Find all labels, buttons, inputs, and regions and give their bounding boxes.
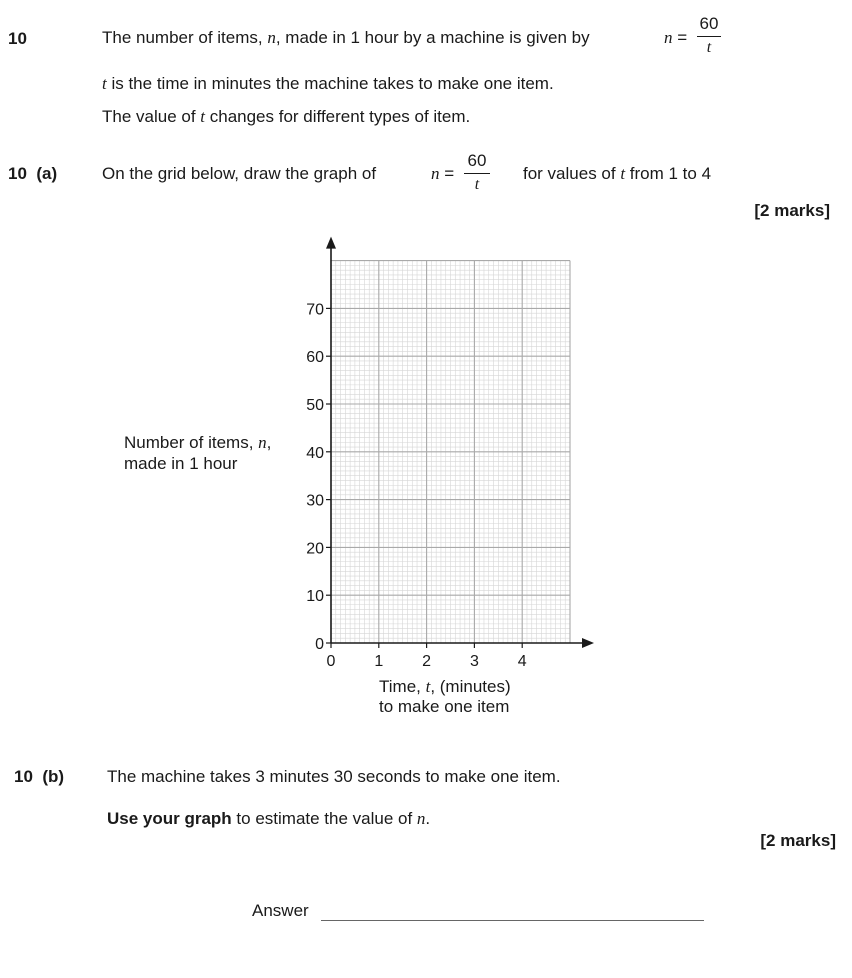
var-t: t: [620, 164, 626, 183]
y-tick-label: 50: [306, 397, 324, 414]
y-axis-label-line1: [124, 432, 271, 453]
y-tick-label: 70: [306, 301, 324, 319]
part-b-label: 10 (b): [14, 767, 65, 786]
question-number: 10: [8, 29, 27, 48]
answer-label: Answer: [252, 901, 309, 920]
range-text-2: from 1 to 4: [625, 164, 712, 183]
fraction-numerator: 60: [699, 14, 719, 33]
x-tick-label: 2: [422, 653, 432, 670]
part-b-marks: [2 marks]: [760, 831, 836, 850]
part-a-label: 10 (a): [8, 164, 58, 183]
x-axis-label-line2: to make one item: [379, 697, 510, 716]
fraction-denominator: t: [706, 39, 712, 56]
answer-input-line[interactable]: [321, 920, 704, 921]
formula-n: n: [431, 164, 440, 183]
line3-text-1: The value of: [102, 107, 201, 126]
y-axis-arrow: [326, 237, 336, 249]
formula-eq: =: [672, 28, 688, 47]
xlabel-text-1: Time,: [379, 677, 426, 696]
xlabel-text-2: , (minutes): [430, 677, 511, 696]
part-b-text: The machine takes 3 minutes 30 seconds to make one item.: [107, 767, 561, 786]
x-axis-ticks: [327, 643, 527, 670]
line3-text-2: changes for different types of item.: [205, 107, 471, 126]
y-axis-label-line2: made in 1 hour: [124, 454, 238, 473]
part-a-instruction: On the grid below, draw the graph of: [102, 164, 377, 183]
var-t: t: [200, 107, 206, 126]
fraction-denominator: t: [474, 176, 480, 193]
y-tick-label: 20: [306, 540, 324, 558]
x-axis-label: [379, 677, 511, 717]
y-tick-label: 40: [306, 444, 324, 462]
x-tick-label: 3: [469, 653, 479, 670]
x-tick-label: 0: [326, 653, 336, 670]
y-tick-label: 10: [306, 588, 324, 606]
var-t: t: [425, 677, 431, 696]
x-axis-label-line1: [379, 677, 511, 697]
fraction-numerator: 60: [467, 151, 487, 170]
ylabel-comma: ,: [266, 433, 272, 452]
y-tick-label: 60: [306, 349, 324, 367]
range-text-1: for values of: [523, 164, 621, 183]
ylabel-text: Number of items,: [124, 433, 259, 452]
instruction-end: .: [425, 809, 431, 828]
part-b-instruction: [107, 809, 430, 829]
var-n: n: [267, 28, 276, 47]
y-axis-ticks: [306, 301, 331, 653]
y-tick-label: 0: [315, 636, 324, 653]
x-axis-arrow: [582, 638, 594, 648]
intro-text-1: The number of items,: [102, 28, 268, 47]
formula-eq: =: [439, 164, 455, 183]
var-n: n: [416, 809, 426, 828]
x-tick-label: 4: [517, 653, 527, 670]
y-tick-label: 30: [306, 492, 324, 510]
part-a-marks: [2 marks]: [754, 201, 830, 220]
var-t: t: [102, 74, 107, 93]
instruction-bold: Use your graph: [107, 809, 232, 828]
line2-text: is the time in minutes the machine takes to make one item.: [106, 74, 554, 93]
instruction-rest: to estimate the value of: [231, 809, 417, 828]
formula-n: n: [664, 28, 673, 47]
var-n: n: [258, 433, 267, 452]
intro-text-2: , made in 1 hour by a machine is given by: [275, 28, 590, 47]
x-tick-label: 1: [374, 653, 384, 670]
y-axis-label: [124, 432, 271, 474]
